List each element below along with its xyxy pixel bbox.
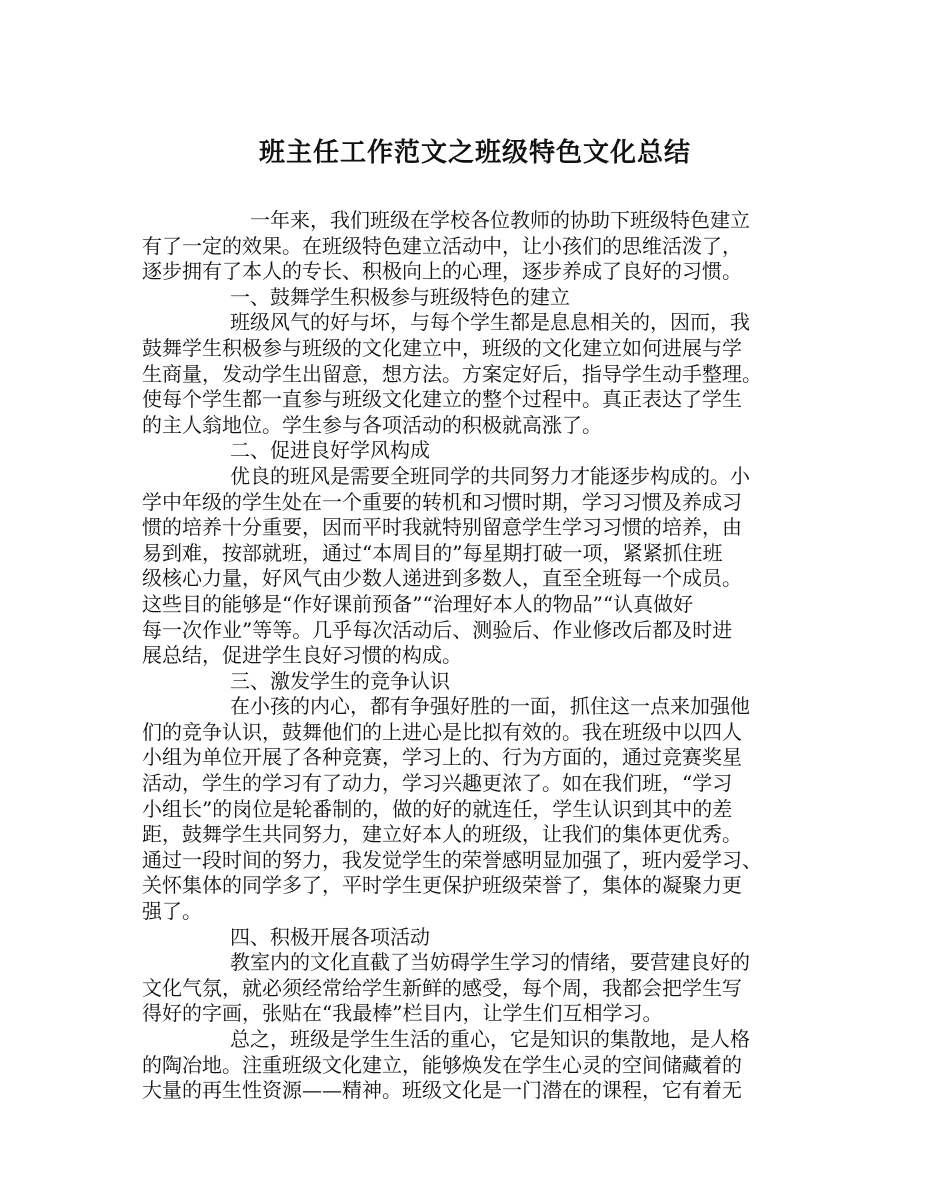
section-heading: 二、促进良好学风构成 <box>230 438 430 463</box>
section-heading: 三、激发学生的竞争认识 <box>230 668 450 693</box>
text-line: 每一次作业”等等。几乎每次活动后、测验后、作业修改后都及时进 <box>142 617 733 642</box>
text-line: 级核心力量，好风气由少数人递进到多数人，直至全班每一个成员。 <box>142 566 742 591</box>
text-line: 教室内的文化直截了当妨碍学生学习的情绪，要营建良好的 <box>230 950 750 975</box>
text-line: 一年来，我们班级在学校各位教师的协助下班级特色建立 <box>250 208 750 232</box>
text-line: 们的竞争认识，鼓舞他们的上进心是比拟有效的。我在班级中以四人 <box>142 719 742 744</box>
text-line: 总之，班级是学生生活的重心，它是知识的集散地，是人格 <box>230 1027 750 1051</box>
section-heading: 四、积极开展各项活动 <box>230 924 430 949</box>
text-line: 的陶冶地。注重班级文化建立，能够焕发在学生心灵的空间储藏着的 <box>142 1052 742 1077</box>
text-line: 惯的培养十分重要，因而平时我就特别留意学生学习习惯的培养，由 <box>142 515 742 540</box>
text-line: 文化气氛，就必须经常给学生新鲜的感受，每个周，我都会把学生写 <box>142 975 742 1000</box>
text-line: 小组为单位开展了各种竞赛，学习上的、行为方面的，通过竞赛奖星 <box>142 745 742 770</box>
text-line: 强了。 <box>142 899 202 924</box>
text-line: 易到难，按部就班，通过“本周目的”每星期打破一项，紧紧抓住班 <box>142 540 723 565</box>
text-line: 得好的字画，张贴在“我最棒”栏目内，让学生们互相学习。 <box>142 1001 663 1026</box>
text-line: 有了一定的效果。在班级特色建立活动中，让小孩们的思维活泼了， <box>142 233 742 258</box>
text-line: 班级风气的好与坏，与每个学生都是息息相关的，因而，我 <box>230 310 750 335</box>
text-line: 小组长”的岗位是轮番制的，做的好的就连任，学生认识到其中的差 <box>142 796 733 821</box>
text-line: 在小孩的内心，都有争强好胜的一面，抓住这一点来加强他 <box>230 694 750 719</box>
document-body <box>142 208 822 1104</box>
text-line: 距，鼓舞学生共同努力，建立好本人的班级，让我们的集体更优秀。 <box>142 822 742 847</box>
text-line: 的主人翁地位。学生参与各项活动的积极就高涨了。 <box>142 412 602 437</box>
text-line: 关怀集体的同学多了，平时学生更保护班级荣誉了，集体的凝聚力更 <box>142 873 742 898</box>
text-line: 鼓舞学生积极参与班级的文化建立中，班级的文化建立如何进展与学 <box>142 335 742 360</box>
section-heading: 一、鼓舞学生积极参与班级特色的建立 <box>230 284 570 309</box>
text-line: 展总结，促进学生良好习惯的构成。 <box>142 643 462 668</box>
text-line: 使每个学生都一直参与班级文化建立的整个过程中。真正表达了学生 <box>142 387 742 412</box>
text-line: 优良的班风是需要全班同学的共同努力才能逐步构成的。小 <box>230 463 750 488</box>
text-line: 这些目的能够是“作好课前预备”“治理好本人的物品”“认真做好 <box>142 591 694 616</box>
text-line: 学中年级的学生处在一个重要的转机和习惯时期，学习习惯及养成习 <box>142 489 742 514</box>
text-line: 生商量，发动学生出留意，想方法。方案定好后，指导学生动手整理。 <box>142 361 762 386</box>
page-title: 班主任工作范文之班级特色文化总结 <box>258 138 691 168</box>
text-line: 逐步拥有了本人的专长、积极向上的心理，逐步养成了良好的习惯。 <box>142 259 742 284</box>
text-line: 活动，学生的学习有了动力，学习兴趣更浓了。如在我们班，“学习 <box>142 771 733 796</box>
text-line: 大量的再生性资源——精神。班级文化是一门潜在的课程，它有着无 <box>142 1078 742 1103</box>
text-line: 通过一段时间的努力，我发觉学生的荣誉感明显加强了，班内爱学习、 <box>142 847 762 872</box>
